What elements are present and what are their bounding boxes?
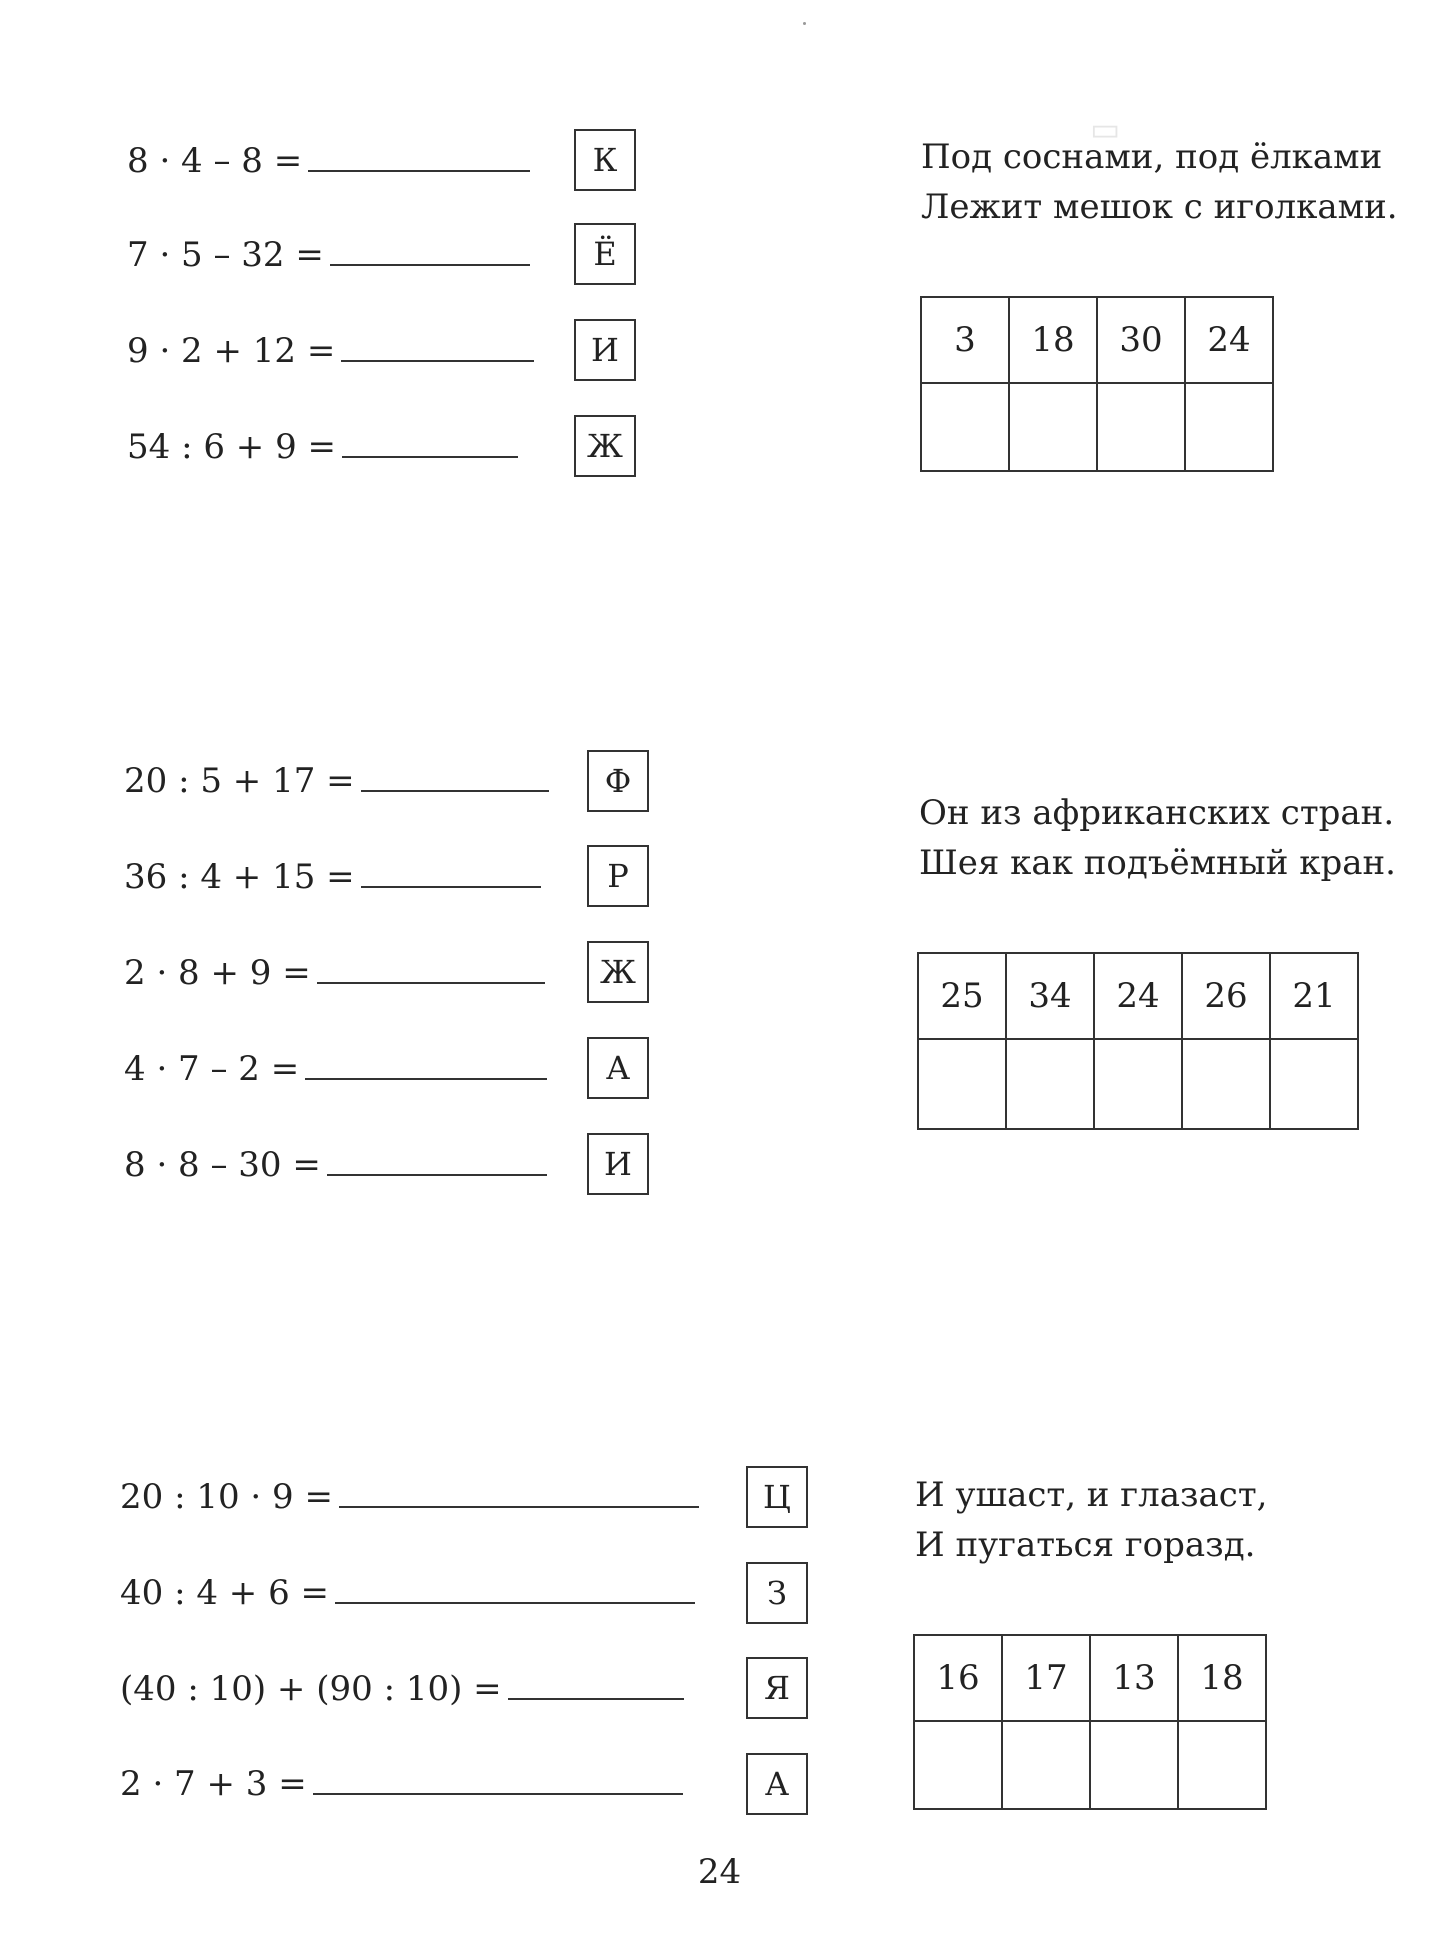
printing-dot — [803, 22, 806, 25]
equation-1-4 — [127, 426, 518, 467]
equation-3-2 — [120, 1572, 695, 1613]
answer-cell[interactable] — [1270, 1039, 1358, 1129]
riddle-line: И ушаст, и глазаст, — [915, 1475, 1268, 1515]
answer-number: 34 — [1006, 953, 1094, 1039]
answer-number: 16 — [914, 1635, 1002, 1721]
letter-box: И — [587, 1133, 649, 1195]
letter-box: Ф — [587, 750, 649, 812]
equation-3-1 — [120, 1476, 699, 1517]
letter-box: А — [746, 1753, 808, 1815]
answer-grid-3 — [913, 1634, 1267, 1810]
answer-line[interactable] — [308, 140, 530, 172]
answer-cell[interactable] — [918, 1039, 1006, 1129]
letter-box: К — [574, 129, 636, 191]
answer-line[interactable] — [342, 426, 518, 458]
letter-box: Ж — [587, 941, 649, 1003]
answer-line[interactable] — [313, 1763, 683, 1795]
equation-expr: (40 : 10) + (90 : 10) = — [120, 1669, 502, 1709]
equation-expr: 8 · 4 – 8 = — [127, 141, 303, 181]
equation-expr: 54 : 6 + 9 = — [127, 427, 336, 467]
answer-number: 24 — [1185, 297, 1273, 383]
riddle-line: Под соснами, под ёлками — [921, 137, 1383, 177]
equation-2-4 — [124, 1048, 547, 1089]
answer-line[interactable] — [508, 1668, 684, 1700]
answer-number: 21 — [1270, 953, 1358, 1039]
answer-number: 24 — [1094, 953, 1182, 1039]
answer-line[interactable] — [339, 1476, 699, 1508]
letter-box: Р — [587, 845, 649, 907]
page-number: 24 — [697, 1852, 742, 1892]
answer-cell[interactable] — [1185, 383, 1273, 471]
answer-line[interactable] — [330, 234, 530, 266]
answer-cell[interactable] — [1097, 383, 1185, 471]
answer-cell[interactable] — [914, 1721, 1002, 1809]
letter-box: Ц — [746, 1466, 808, 1528]
answer-number: 26 — [1182, 953, 1270, 1039]
answer-cell[interactable] — [1002, 1721, 1090, 1809]
letter-box: Я — [746, 1657, 808, 1719]
answer-number: 18 — [1178, 1635, 1266, 1721]
answer-line[interactable] — [305, 1048, 547, 1080]
answer-number: 13 — [1090, 1635, 1178, 1721]
answer-line[interactable] — [335, 1572, 695, 1604]
answer-cell[interactable] — [1006, 1039, 1094, 1129]
answer-grid-2 — [917, 952, 1359, 1130]
answer-line[interactable] — [361, 760, 549, 792]
riddle-line: И пугаться горазд. — [915, 1525, 1256, 1565]
riddle-line: Шея как подъёмный кран. — [919, 843, 1396, 883]
answer-number: 30 — [1097, 297, 1185, 383]
riddle-1 — [921, 132, 1398, 232]
equation-expr: 36 : 4 + 15 = — [124, 857, 355, 897]
riddle-2 — [919, 788, 1396, 888]
letter-box: З — [746, 1562, 808, 1624]
answer-number: 3 — [921, 297, 1009, 383]
equation-expr: 2 · 7 + 3 = — [120, 1764, 307, 1804]
answer-line[interactable] — [327, 1144, 547, 1176]
equation-1-3 — [127, 330, 534, 371]
letter-box: А — [587, 1037, 649, 1099]
equation-2-2 — [124, 856, 541, 897]
show-through: ▭ — [1090, 110, 1121, 148]
answer-cell[interactable] — [1182, 1039, 1270, 1129]
equation-expr: 4 · 7 – 2 = — [124, 1049, 300, 1089]
equation-1-1 — [127, 140, 530, 181]
equation-2-3 — [124, 952, 545, 993]
answer-cell[interactable] — [1090, 1721, 1178, 1809]
answer-cell[interactable] — [1094, 1039, 1182, 1129]
letter-box: Ж — [574, 415, 636, 477]
equation-expr: 7 · 5 – 32 = — [127, 235, 324, 275]
riddle-line: Он из африканских стран. — [919, 793, 1395, 833]
equation-expr: 20 : 5 + 17 = — [124, 761, 355, 801]
answer-number: 25 — [918, 953, 1006, 1039]
equation-expr: 40 : 4 + 6 = — [120, 1573, 329, 1613]
equation-expr: 9 · 2 + 12 = — [127, 331, 336, 371]
equation-3-3 — [120, 1668, 684, 1709]
answer-cell[interactable] — [921, 383, 1009, 471]
answer-line[interactable] — [341, 330, 534, 362]
answer-line[interactable] — [361, 856, 541, 888]
equation-2-5 — [124, 1144, 547, 1185]
equation-expr: 8 · 8 – 30 = — [124, 1145, 321, 1185]
riddle-line: Лежит мешок с иголками. — [921, 187, 1398, 227]
equation-expr: 20 : 10 · 9 = — [120, 1477, 333, 1517]
equation-2-1 — [124, 760, 549, 801]
equation-expr: 2 · 8 + 9 = — [124, 953, 311, 993]
answer-number: 17 — [1002, 1635, 1090, 1721]
answer-grid-1 — [920, 296, 1274, 472]
letter-box: Ё — [574, 223, 636, 285]
riddle-3 — [915, 1470, 1267, 1570]
answer-number: 18 — [1009, 297, 1097, 383]
answer-cell[interactable] — [1178, 1721, 1266, 1809]
answer-line[interactable] — [317, 952, 545, 984]
equation-3-4 — [120, 1763, 683, 1804]
equation-1-2 — [127, 234, 530, 275]
answer-cell[interactable] — [1009, 383, 1097, 471]
letter-box: И — [574, 319, 636, 381]
